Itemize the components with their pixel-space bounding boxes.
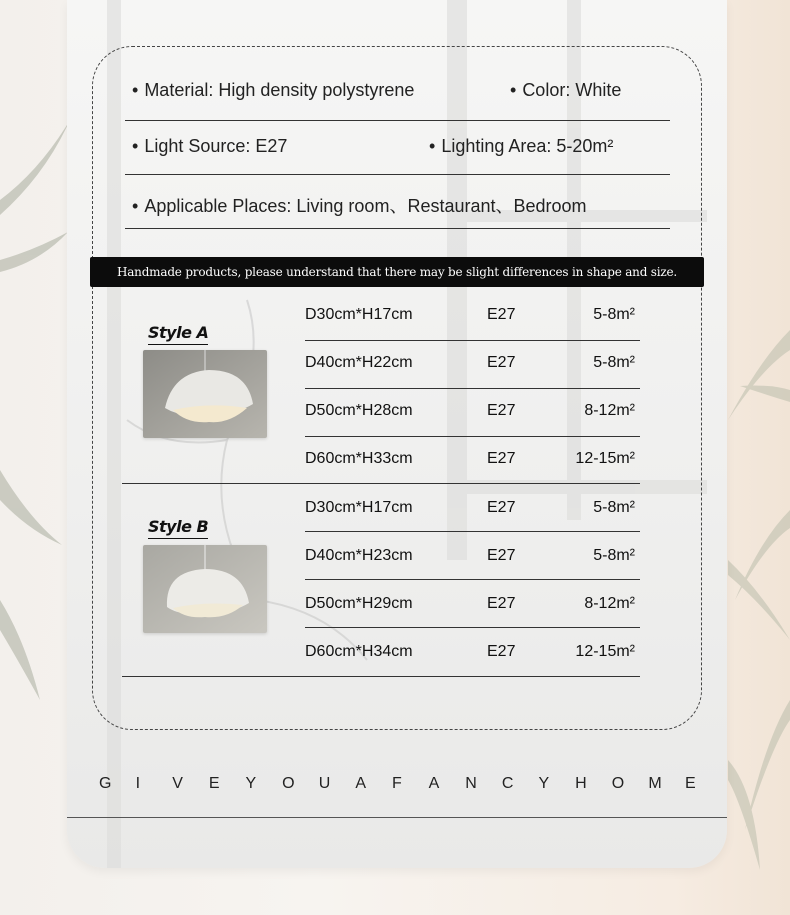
row-socket: E27 (487, 450, 516, 467)
row-size: D50cm*H29cm (305, 595, 413, 612)
style-a-photo (143, 350, 267, 438)
footer-letter: I (135, 775, 141, 792)
spec-material: • Material: High density polystyrene (132, 80, 415, 100)
footer-letter: G (99, 775, 112, 792)
row-socket: E27 (487, 595, 516, 612)
footer-letter: U (318, 775, 331, 792)
footer-letter: Y (245, 775, 257, 792)
style-b-photo (143, 545, 267, 633)
footer-letter: H (575, 775, 587, 792)
divider (125, 174, 670, 175)
spec-light-source: • Light Source: E27 (132, 136, 288, 156)
row-size: D60cm*H33cm (305, 450, 413, 467)
row-size: D40cm*H23cm (305, 547, 413, 564)
row-size: D50cm*H28cm (305, 402, 413, 419)
footer-letter: Y (538, 775, 550, 792)
footer-letter: M (648, 775, 662, 792)
footer-letter: V (172, 775, 183, 792)
row-area: 8-12m² (584, 402, 635, 419)
row-socket: E27 (487, 402, 516, 419)
row-size: D40cm*H22cm (305, 354, 413, 371)
table-divider (305, 627, 640, 628)
table-divider (305, 340, 640, 341)
row-area: 5-8m² (593, 499, 635, 516)
footer-letter: N (465, 775, 477, 792)
row-size: D30cm*H17cm (305, 499, 413, 516)
row-area: 5-8m² (593, 547, 635, 564)
spec-color: • Color: White (510, 80, 622, 100)
row-socket: E27 (487, 354, 516, 371)
footer-letter: E (685, 775, 696, 792)
spec-places: • Applicable Places: Living room、Restaurant、Bedroom (132, 196, 587, 216)
style-a-label: Style A (148, 323, 209, 342)
spec-card (67, 0, 727, 868)
row-area: 5-8m² (593, 306, 635, 323)
style-b-label: Style B (148, 517, 209, 536)
divider (125, 120, 670, 121)
row-socket: E27 (487, 643, 516, 660)
table-divider (305, 388, 640, 389)
footer-letter: A (355, 775, 367, 792)
table-divider (305, 531, 640, 532)
row-area: 5-8m² (593, 354, 635, 371)
section-divider (122, 676, 640, 677)
row-area: 12-15m² (575, 643, 635, 660)
row-socket: E27 (487, 499, 516, 516)
footer-letter: E (208, 775, 220, 792)
footer-letter: O (282, 775, 295, 792)
footer-letter: A (428, 775, 440, 792)
section-divider (122, 483, 640, 484)
row-socket: E27 (487, 547, 516, 564)
row-socket: E27 (487, 306, 516, 323)
footer-letter: C (501, 775, 514, 792)
footer-letter: F (392, 775, 402, 792)
table-divider (305, 579, 640, 580)
footer-divider (67, 817, 727, 818)
row-area: 8-12m² (584, 595, 635, 612)
handmade-notice-banner: Handmade products, please understand that there may be slight differences in shape and size. (90, 257, 704, 287)
row-area: 12-15m² (575, 450, 635, 467)
divider (125, 228, 670, 229)
footer-letter: O (611, 775, 625, 792)
row-size: D30cm*H17cm (305, 306, 413, 323)
table-divider (305, 436, 640, 437)
row-size: D60cm*H34cm (305, 643, 413, 660)
spec-lighting-area: • Lighting Area: 5-20m² (429, 136, 614, 156)
